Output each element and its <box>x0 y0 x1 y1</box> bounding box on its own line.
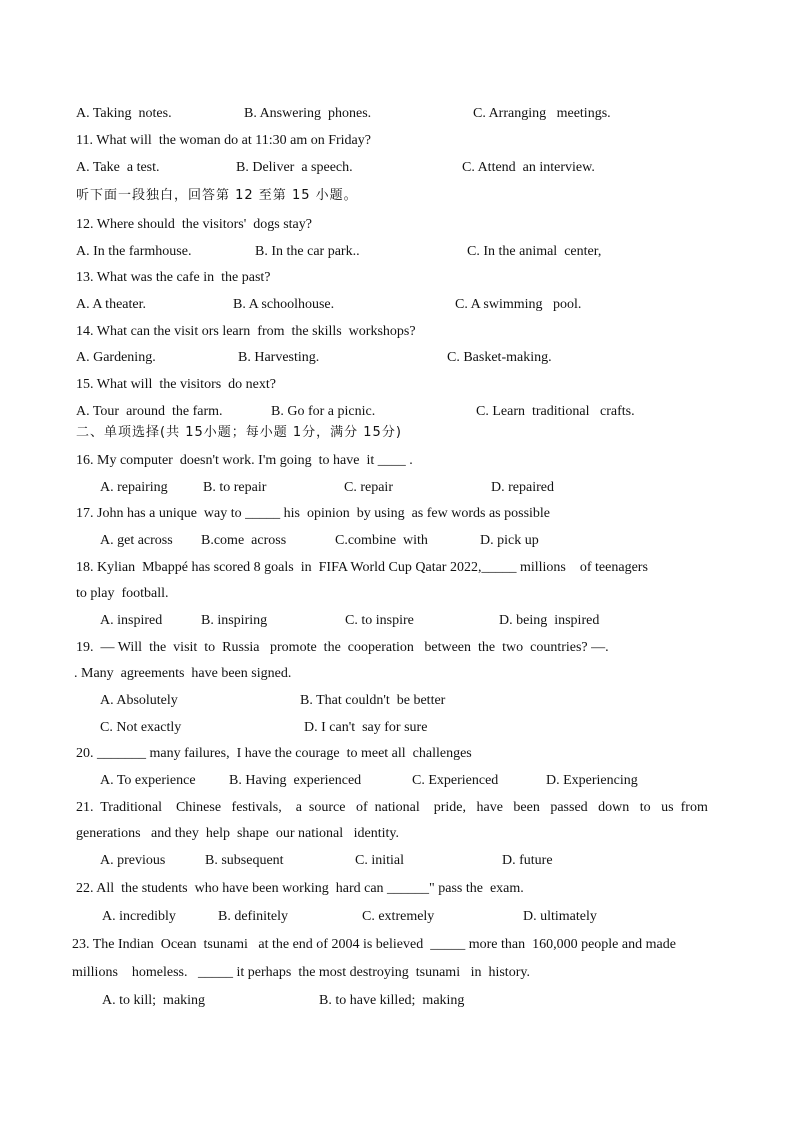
q20-option-b: B. Having experienced <box>229 773 362 788</box>
q16-stem: 16. My computer doesn't work. I'm going to have it ____ . <box>76 453 413 468</box>
q18-option-a: A. inspired <box>100 613 163 628</box>
q10-option-b: B. Answering phones. <box>244 106 372 121</box>
q16-option-c: C. repair <box>344 480 393 495</box>
q13-option-a: A. A theater. <box>76 297 146 312</box>
q22-option-d: D. ultimately <box>523 909 597 924</box>
q11-option-a: A. Take a test. <box>76 160 160 175</box>
q13-option-c: C. A swimming pool. <box>455 297 582 312</box>
q17-stem: 17. John has a unique way to _____ his opinion by using as few words as possible <box>76 506 551 521</box>
q16-option-a: A. repairing <box>100 480 168 495</box>
q21-stem: 21. Traditional Chinese festivals, a source of national pride, have been passed down to us from <box>76 800 708 815</box>
q14-option-a: A. Gardening. <box>76 350 156 365</box>
q19-option-a: A. Absolutely <box>100 693 178 708</box>
q23-stem: 23. The Indian Ocean tsunami at the end of 2004 is believed _____ more than 160,000 people and made <box>72 937 676 952</box>
q11-stem: 11. What will the woman do at 11:30 am on Friday? <box>76 133 371 148</box>
q22-option-b: B. definitely <box>218 909 288 924</box>
q19-stem: 19. — Will the visit to Russia promote the cooperation between the two countries? —. <box>76 640 609 655</box>
q19-option-d: D. I can't say for sure <box>304 720 428 735</box>
q18-option-c: C. to inspire <box>345 613 414 628</box>
q12-option-b: B. In the car park.. <box>255 244 360 259</box>
q12-option-a: A. In the farmhouse. <box>76 244 192 259</box>
q14-option-c: C. Basket-making. <box>447 350 552 365</box>
q18-option-b: B. inspiring <box>201 613 268 628</box>
q20-stem: 20. _______ many failures, I have the courage to meet all challenges <box>76 746 472 761</box>
q22-option-c: C. extremely <box>362 909 435 924</box>
q18-option-d: D. being inspired <box>499 613 600 628</box>
q21-option-b: B. subsequent <box>205 853 284 868</box>
q20-option-d: D. Experiencing <box>546 773 638 788</box>
q11-option-c: C. Attend an interview. <box>462 160 595 175</box>
q22-option-a: A. incredibly <box>102 909 176 924</box>
q23-option-a: A. to kill; making <box>102 993 206 1008</box>
q10-option-c: C. Arranging meetings. <box>473 106 611 121</box>
q23-stem-continued: millions homeless. _____ it perhaps the most destroying tsunami in history. <box>72 965 530 980</box>
q10-option-a: A. Taking notes. <box>76 106 172 121</box>
q16-option-d: D. repaired <box>491 480 554 495</box>
q13-stem: 13. What was the cafe in the past? <box>76 270 271 285</box>
q12-option-c: C. In the animal center, <box>467 244 602 259</box>
q14-option-b: B. Harvesting. <box>238 350 320 365</box>
section2-title: 二、单项选择(共 15小题；每小题 1分，满分 15分) <box>76 425 402 440</box>
q16-option-b: B. to repair <box>203 480 267 495</box>
q13-option-b: B. A schoolhouse. <box>233 297 335 312</box>
q21-option-d: D. future <box>502 853 553 868</box>
q19-stem-continued: . Many agreements have been signed. <box>74 666 292 681</box>
q11-option-b: B. Deliver a speech. <box>236 160 353 175</box>
q14-stem: 14. What can the visit ors learn from the skills workshops? <box>76 324 416 339</box>
q15-stem: 15. What will the visitors do next? <box>76 377 276 392</box>
q18-stem-continued: to play football. <box>76 586 169 601</box>
q21-option-a: A. previous <box>100 853 166 868</box>
q12-stem: 12. Where should the visitors' dogs stay? <box>76 217 312 232</box>
q18-stem: 18. Kylian Mbappé has scored 8 goals in FIFA World Cup Qatar 2022,_____ millions of teenagers <box>76 560 648 575</box>
q23-option-b: B. to have killed; making <box>319 993 465 1008</box>
q17-option-a: A. get across <box>100 533 173 548</box>
q21-stem-continued: generations and they help shape our national identity. <box>76 826 399 841</box>
q15-option-a: A. Tour around the farm. <box>76 404 223 419</box>
q17-option-d: D. pick up <box>480 533 539 548</box>
q17-option-c: C.combine with <box>335 533 428 548</box>
listening-section-note: 听下面一段独白，回答第 12 至第 15 小题。 <box>76 188 358 203</box>
q15-option-b: B. Go for a picnic. <box>271 404 376 419</box>
q21-option-c: C. initial <box>355 853 404 868</box>
q17-option-b: B.come across <box>201 533 287 548</box>
q20-option-a: A. To experience <box>100 773 196 788</box>
q22-stem: 22. All the students who have been working hard can ______" pass the exam. <box>76 881 524 896</box>
q19-option-b: B. That couldn't be better <box>300 693 446 708</box>
q20-option-c: C. Experienced <box>412 773 499 788</box>
q19-option-c: C. Not exactly <box>100 720 182 735</box>
q15-option-c: C. Learn traditional crafts. <box>476 404 635 419</box>
